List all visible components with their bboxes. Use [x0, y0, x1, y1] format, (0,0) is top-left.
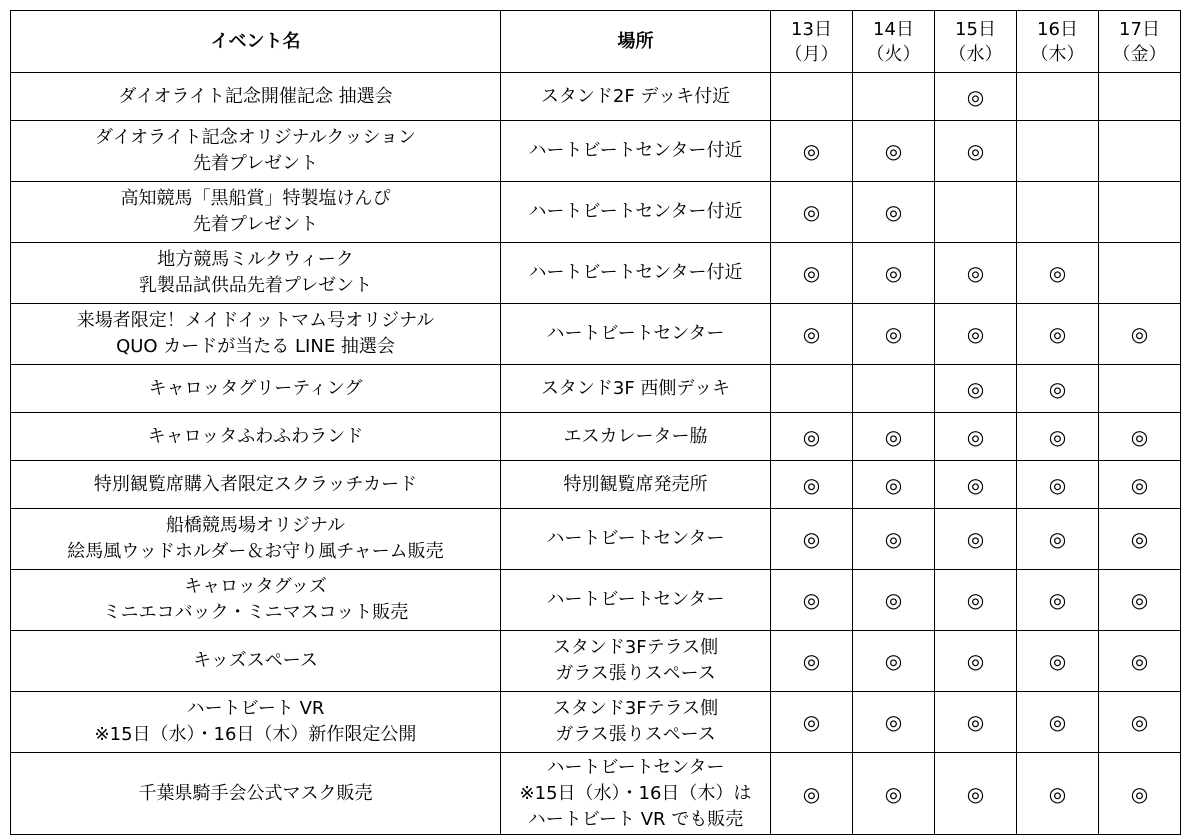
- day-cell: [771, 509, 853, 570]
- location-cell: [501, 753, 771, 835]
- table-row: [11, 413, 1181, 461]
- location-cell: [501, 365, 771, 413]
- day-cell: [1017, 243, 1099, 304]
- event-schedule: [10, 10, 1181, 835]
- event-name-line: キャロッタグリーティング: [148, 377, 363, 399]
- day-weekday: （木）: [1030, 43, 1085, 65]
- double-circle-mark: ◎: [1048, 424, 1067, 449]
- double-circle-mark: ◎: [802, 649, 821, 673]
- table-row: [11, 692, 1181, 753]
- double-circle-mark: ◎: [966, 261, 985, 285]
- double-circle-mark: ◎: [966, 527, 985, 551]
- location-cell: [501, 413, 771, 461]
- location-line: ハートビートセンター付近: [528, 140, 743, 161]
- day-cell: [853, 304, 935, 365]
- double-circle-mark: ◎: [884, 472, 903, 497]
- double-circle-mark: ◎: [884, 139, 903, 163]
- location-line: ハートビートセンター付近: [528, 201, 743, 222]
- day-header: [935, 11, 1017, 73]
- day-cell: [1017, 692, 1099, 753]
- location-line: ハートビートセンター: [546, 589, 725, 610]
- event-name-line: ミニエコバック・ミニマスコット販売: [102, 602, 409, 623]
- event-name-cell: [11, 631, 501, 692]
- day-cell: [771, 73, 853, 121]
- event-name-cell: [11, 509, 501, 570]
- double-circle-mark: ◎: [802, 472, 821, 497]
- location-cell: [501, 461, 771, 509]
- double-circle-mark: ◎: [802, 139, 821, 163]
- double-circle-mark: ◎: [1048, 588, 1067, 612]
- event-name-line: 絵馬風ウッドホルダー＆お守り風チャーム販売: [67, 541, 444, 562]
- double-circle-mark: ◎: [802, 261, 821, 285]
- day-cell: [1017, 570, 1099, 631]
- day-cell: [935, 509, 1017, 570]
- day-cell: [1099, 121, 1181, 182]
- event-name-cell: [11, 304, 501, 365]
- day-weekday: （金）: [1112, 43, 1167, 65]
- event-name-cell: [11, 73, 501, 121]
- day-header: [1099, 11, 1181, 73]
- location-cell: [501, 182, 771, 243]
- day-cell: [1099, 509, 1181, 570]
- day-header: [1017, 11, 1099, 73]
- day-cell: [1099, 692, 1181, 753]
- double-circle-mark: ◎: [1130, 527, 1149, 551]
- day-cell: [935, 243, 1017, 304]
- day-cell: [1017, 413, 1099, 461]
- header-row: [11, 11, 1181, 73]
- event-name-line: キャロッタふわふわランド: [147, 425, 364, 447]
- day-cell: [771, 243, 853, 304]
- event-name-cell: [11, 461, 501, 509]
- day-cell: [771, 570, 853, 631]
- day-cell: [771, 365, 853, 413]
- location-line: ガラス張りスペース: [555, 663, 716, 684]
- event-name-line: 乳製品試供品先着プレゼント: [138, 275, 373, 296]
- double-circle-mark: ◎: [1048, 781, 1067, 806]
- day-date: 15日: [955, 18, 996, 40]
- day-cell: [853, 631, 935, 692]
- event-name-cell: [11, 692, 501, 753]
- table-row: [11, 182, 1181, 243]
- event-name-line: キッズスペース: [193, 650, 318, 671]
- double-circle-mark: ◎: [966, 84, 985, 109]
- location-header: 場所: [501, 11, 771, 73]
- day-cell: [853, 182, 935, 243]
- day-cell: [771, 461, 853, 509]
- day-date: 13日: [791, 18, 832, 40]
- day-cell: [935, 121, 1017, 182]
- day-cell: [1099, 73, 1181, 121]
- double-circle-mark: ◎: [802, 781, 821, 806]
- location-line: スタンド3Fテラス側: [552, 698, 719, 719]
- double-circle-mark: ◎: [1048, 649, 1067, 673]
- double-circle-mark: ◎: [1048, 710, 1067, 734]
- event-name-line: 千葉県騎手会公式マスク販売: [138, 782, 373, 804]
- table-row: [11, 570, 1181, 631]
- location-cell: [501, 631, 771, 692]
- location-cell: [501, 692, 771, 753]
- day-cell: [935, 631, 1017, 692]
- double-circle-mark: ◎: [802, 527, 821, 551]
- day-date: 17日: [1119, 18, 1160, 40]
- location-line: スタンド2F デッキ付近: [540, 85, 731, 107]
- day-cell: [935, 753, 1017, 835]
- location-line: ハートビートセンター: [546, 323, 725, 344]
- double-circle-mark: ◎: [1048, 322, 1067, 346]
- day-cell: [1017, 365, 1099, 413]
- day-cell: [1017, 73, 1099, 121]
- double-circle-mark: ◎: [966, 649, 985, 673]
- double-circle-mark: ◎: [1048, 376, 1067, 401]
- double-circle-mark: ◎: [1048, 261, 1067, 285]
- day-cell: [1099, 461, 1181, 509]
- event-schedule-table: [10, 10, 1181, 835]
- day-cell: [1099, 304, 1181, 365]
- day-cell: [853, 570, 935, 631]
- event-name-line: 特別観覧席購入者限定スクラッチカード: [93, 473, 418, 495]
- day-cell: [1099, 182, 1181, 243]
- day-cell: [935, 73, 1017, 121]
- day-cell: [853, 413, 935, 461]
- day-cell: [853, 461, 935, 509]
- day-header: [771, 11, 853, 73]
- event-name-cell: [11, 753, 501, 835]
- day-cell: [1099, 631, 1181, 692]
- double-circle-mark: ◎: [884, 200, 903, 224]
- event-name-line: ※15日（水）・16日（木）新作限定公開: [94, 724, 417, 745]
- table-row: [11, 365, 1181, 413]
- table-row: [11, 509, 1181, 570]
- day-cell: [1099, 413, 1181, 461]
- day-cell: [1017, 121, 1099, 182]
- table-row: [11, 121, 1181, 182]
- event-name-line: 高知競馬「黒船賞」特製塩けんぴ: [120, 188, 391, 209]
- event-name-cell: [11, 365, 501, 413]
- event-name-cell: [11, 413, 501, 461]
- day-cell: [935, 304, 1017, 365]
- day-cell: [1099, 570, 1181, 631]
- location-cell: [501, 509, 771, 570]
- day-cell: [935, 365, 1017, 413]
- day-cell: [1099, 243, 1181, 304]
- location-line: 特別観覧席発売所: [563, 473, 708, 495]
- day-cell: [935, 182, 1017, 243]
- day-cell: [853, 121, 935, 182]
- double-circle-mark: ◎: [1130, 322, 1149, 346]
- day-cell: [935, 461, 1017, 509]
- day-cell: [1017, 304, 1099, 365]
- event-name-cell: [11, 182, 501, 243]
- location-line: ハートビートセンター: [546, 528, 725, 549]
- day-cell: [771, 304, 853, 365]
- double-circle-mark: ◎: [966, 588, 985, 612]
- double-circle-mark: ◎: [1130, 781, 1149, 806]
- event-name-line: 先着プレゼント: [192, 153, 319, 174]
- double-circle-mark: ◎: [1130, 710, 1149, 734]
- double-circle-mark: ◎: [884, 781, 903, 806]
- double-circle-mark: ◎: [802, 424, 821, 449]
- table-row: [11, 461, 1181, 509]
- location-line: ハートビート VR でも販売: [527, 808, 744, 830]
- day-date: 16日: [1037, 18, 1078, 40]
- table-row: [11, 243, 1181, 304]
- day-weekday: （火）: [866, 43, 921, 65]
- event-name-cell: [11, 570, 501, 631]
- location-line: スタンド3Fテラス側: [552, 637, 719, 658]
- day-cell: [1017, 753, 1099, 835]
- table-row: [11, 304, 1181, 365]
- double-circle-mark: ◎: [802, 588, 821, 612]
- location-cell: [501, 121, 771, 182]
- day-header: [853, 11, 935, 73]
- location-cell: [501, 304, 771, 365]
- day-weekday: （月）: [784, 43, 839, 65]
- double-circle-mark: ◎: [884, 322, 903, 346]
- day-cell: [1017, 461, 1099, 509]
- double-circle-mark: ◎: [1048, 527, 1067, 551]
- schedule-body: [11, 73, 1181, 835]
- day-cell: [771, 121, 853, 182]
- event-name-line: ダイオライト記念オリジナルクッション: [95, 127, 416, 148]
- day-cell: [853, 753, 935, 835]
- event-name-line: ダイオライト記念開催記念 抽選会: [118, 85, 393, 107]
- day-cell: [1017, 509, 1099, 570]
- table-row: [11, 73, 1181, 121]
- event-name-line: QUO カードが当たる LINE 抽選会: [116, 336, 395, 357]
- day-cell: [1099, 753, 1181, 835]
- day-cell: [771, 631, 853, 692]
- double-circle-mark: ◎: [1130, 472, 1149, 497]
- double-circle-mark: ◎: [884, 424, 903, 449]
- day-cell: [853, 243, 935, 304]
- double-circle-mark: ◎: [884, 588, 903, 612]
- day-cell: [1017, 182, 1099, 243]
- event-name-line: 船橋競馬場オリジナル: [165, 515, 346, 536]
- event-name-line: 地方競馬ミルクウィーク: [157, 249, 354, 270]
- double-circle-mark: ◎: [884, 527, 903, 551]
- double-circle-mark: ◎: [884, 649, 903, 673]
- double-circle-mark: ◎: [884, 710, 903, 734]
- event-name-header: イベント名: [11, 11, 501, 73]
- day-cell: [771, 182, 853, 243]
- location-line: ガラス張りスペース: [555, 724, 716, 745]
- location-line: エスカレーター脇: [563, 425, 708, 447]
- double-circle-mark: ◎: [1130, 424, 1149, 449]
- double-circle-mark: ◎: [802, 200, 821, 224]
- double-circle-mark: ◎: [1048, 472, 1067, 497]
- location-cell: [501, 73, 771, 121]
- day-cell: [771, 413, 853, 461]
- event-name-line: ハートビート VR: [186, 698, 325, 719]
- day-cell: [853, 73, 935, 121]
- day-cell: [1099, 365, 1181, 413]
- event-name-line: 来場者限定！メイドイットマム号オリジナル: [76, 310, 435, 331]
- day-cell: [853, 692, 935, 753]
- double-circle-mark: ◎: [966, 139, 985, 163]
- event-name-line: 先着プレゼント: [192, 214, 319, 235]
- location-line: ハートビートセンター付近: [528, 262, 743, 283]
- day-cell: [771, 692, 853, 753]
- double-circle-mark: ◎: [802, 322, 821, 346]
- day-cell: [853, 365, 935, 413]
- location-cell: [501, 570, 771, 631]
- day-date: 14日: [873, 18, 914, 40]
- day-cell: [771, 753, 853, 835]
- location-cell: [501, 243, 771, 304]
- double-circle-mark: ◎: [966, 424, 985, 449]
- day-cell: [935, 692, 1017, 753]
- double-circle-mark: ◎: [966, 322, 985, 346]
- day-cell: [1017, 631, 1099, 692]
- day-cell: [853, 509, 935, 570]
- table-row: [11, 631, 1181, 692]
- event-name-line: キャロッタグッズ: [184, 576, 327, 597]
- location-line: スタンド3F 西側デッキ: [540, 377, 731, 399]
- double-circle-mark: ◎: [1130, 649, 1149, 673]
- double-circle-mark: ◎: [802, 710, 821, 734]
- double-circle-mark: ◎: [1130, 588, 1149, 612]
- day-cell: [935, 413, 1017, 461]
- double-circle-mark: ◎: [884, 261, 903, 285]
- day-cell: [935, 570, 1017, 631]
- double-circle-mark: ◎: [966, 781, 985, 806]
- day-weekday: （水）: [948, 43, 1003, 65]
- table-row: [11, 753, 1181, 835]
- double-circle-mark: ◎: [966, 376, 985, 401]
- double-circle-mark: ◎: [966, 472, 985, 497]
- event-name-cell: [11, 243, 501, 304]
- double-circle-mark: ◎: [966, 710, 985, 734]
- location-line: ※15日（水）・16日（木）は: [519, 782, 752, 804]
- location-line: ハートビートセンター: [546, 756, 725, 778]
- event-name-cell: [11, 121, 501, 182]
